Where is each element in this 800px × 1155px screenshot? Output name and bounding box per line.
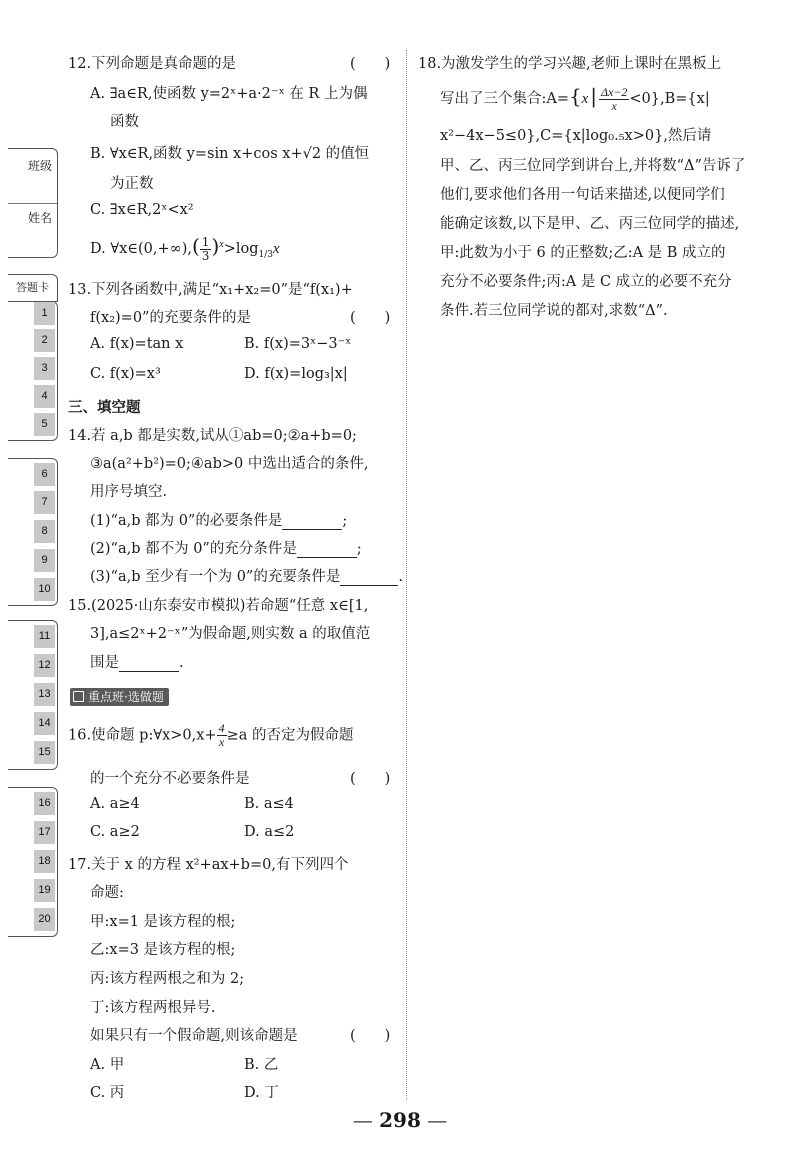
q18-line7: 甲:此数为小于 6 的正整数;乙:A 是 B 成立的: [440, 245, 726, 261]
q14-blank-3[interactable]: [340, 569, 398, 586]
q12-option-c: C. ∃x∈R,2ˣ<x²: [90, 202, 194, 218]
q14-part1: [90, 509, 347, 530]
q12-stem: 12.下列命题是真命题的是: [68, 56, 237, 72]
section-advanced-badge: [70, 688, 169, 706]
q14-part2: [90, 537, 362, 558]
answer-cell: 20: [34, 908, 55, 932]
q12-d-log-base: 1/3: [258, 249, 273, 260]
answer-cell: 14: [34, 712, 55, 736]
answer-cell: 12: [34, 654, 55, 678]
q18-line2-pre: 写出了三个集合:A=: [440, 91, 570, 107]
q15-blank[interactable]: [119, 655, 179, 672]
q17-option-a: A. 甲: [90, 1057, 125, 1073]
q18-set-a-fraction: [599, 86, 629, 113]
q15-stem-line2: 3],a≤2ˣ+2⁻ˣ”为假命题,则实数 a 的取值范: [90, 626, 371, 642]
q15-stem-line3: [90, 651, 184, 672]
q17-stem-line2: 命题:: [90, 885, 124, 901]
info-divider: [8, 203, 57, 204]
q17-answer-paren: ( ): [350, 1028, 391, 1044]
badge-box-icon: [73, 691, 84, 702]
answer-card-tab: 答题卡: [8, 274, 58, 302]
q17-statement-2: 乙:x=3 是该方程的根;: [90, 942, 236, 958]
answer-cell: 7: [34, 491, 55, 515]
answer-cell: 5: [34, 413, 55, 437]
q12-option-d: D. ∀x∈(0,+∞),( $\frac{1}{3}$ )$^x>\log_{1/3}x$: [90, 234, 280, 263]
q13-option-a: A. f(x)=tan x: [90, 336, 184, 352]
q16-option-c: C. a≥2: [90, 824, 140, 840]
answer-cell: 16: [34, 792, 55, 816]
q14-stem-line3: 用序号填空.: [90, 484, 168, 500]
q18-line6: 能确定该数,以下是甲、乙、丙三位同学的描述,: [440, 216, 740, 232]
q17-option-d: D. 丁: [244, 1085, 279, 1101]
q17-statement-1: 甲:x=1 是该方程的根;: [90, 914, 236, 930]
q16-frac-num: 4: [218, 721, 225, 735]
q14-part3-text: (3)“a,b 至少有一个为 0”的充要条件是: [90, 569, 341, 585]
q16-option-a: A. a≥4: [90, 796, 140, 812]
q16-post: ≥a 的否定为假命题: [226, 727, 354, 744]
q16-option-d: D. a≤2: [244, 824, 295, 840]
q18-set-a-den: x: [611, 98, 617, 113]
q16-answer-paren: ( ): [350, 771, 391, 787]
q16-pre: 16.使命题 p:∀x>0,x+: [68, 727, 217, 744]
answer-cell: 4: [34, 385, 55, 409]
q13-stem-line2: f(x₂)=0”的充要条件的是: [90, 310, 251, 326]
q18-line9: 条件.若三位同学说的都对,求数“Δ”.: [440, 303, 668, 319]
q12-d-prefix: D. ∀x∈(0,+∞),: [90, 241, 192, 257]
q12-option-b-cont: 为正数: [110, 176, 154, 192]
q17-statement-4: 丁:该方程两根异号.: [90, 1000, 216, 1016]
page-number: — 298 —: [352, 1108, 448, 1132]
class-label: 班级: [28, 159, 53, 173]
q14-part1-end: ;: [342, 513, 348, 529]
q13-stem-line1: 13.下列各函数中,满足“x₁+x₂=0”是“f(x₁)+: [68, 282, 353, 298]
q12-option-a-cont: 函数: [110, 114, 139, 130]
q18-line5: 他们,要求他们各用一句话来描述,以便同学们: [440, 187, 725, 203]
answer-cell: 6: [34, 463, 55, 487]
q18-line8: 充分不必要条件;丙:A 是 C 成立的必要不充分: [440, 274, 732, 290]
q16-stem-line2: 的一个充分不必要条件是: [90, 771, 250, 787]
q14-blank-2[interactable]: [297, 541, 357, 558]
q18-line2: 写出了三个集合:A={x | $\frac{\Delta x-2}{x}$ <0},B={x|: [440, 84, 710, 113]
q17-ask: 如果只有一个假命题,则该命题是: [90, 1028, 298, 1044]
q12-answer-paren: ( ): [350, 56, 391, 72]
q13-option-c: C. f(x)=x³: [90, 366, 161, 382]
q14-stem-line2: ③a(a²+b²)=0;④ab>0 中选出适合的条件,: [90, 456, 369, 472]
answer-cell: 2: [34, 329, 55, 353]
q14-part3: [90, 565, 403, 586]
q15-line3-text: 围是: [90, 655, 119, 671]
q13-answer-paren: ( ): [350, 310, 391, 326]
q14-part2-end: ;: [356, 541, 362, 557]
answer-cell: 1: [34, 302, 55, 326]
q16-fraction: [217, 722, 227, 749]
answer-cell: 3: [34, 357, 55, 381]
q16-frac-den: x: [218, 735, 225, 749]
name-label: 姓名: [28, 211, 53, 225]
answer-cell: 18: [34, 850, 55, 874]
q17-option-c: C. 丙: [90, 1085, 125, 1101]
q16-stem-line1: [68, 722, 353, 749]
answer-cell: 10: [34, 578, 55, 602]
q14-part3-end: .: [398, 569, 403, 585]
q18-line3: x²−4x−5≤0},C={x|log₀.₅x>0},然后请: [440, 128, 712, 144]
q17-statement-3: 丙:该方程两根之和为 2;: [90, 971, 245, 987]
answer-cell: 15: [34, 741, 55, 765]
q18-set-a-num: Δx−2: [600, 84, 628, 99]
section-fill-blank-heading: 三、填空题: [68, 399, 141, 416]
student-info-box: [8, 148, 58, 258]
q15-stem-line1: 15.(2025·山东泰安市模拟)若命题“任意 x∈[1,: [68, 598, 369, 614]
answer-cell: 19: [34, 879, 55, 903]
q15-line3-end: .: [179, 655, 184, 671]
q12-d-fraction: $\frac{1}{3}$: [201, 234, 210, 263]
answer-cell: 9: [34, 549, 55, 573]
column-divider: [406, 50, 407, 1100]
answer-cell: 13: [34, 683, 55, 707]
q12-d-end: x: [273, 241, 280, 257]
q12-option-a: A. ∃a∈R,使函数 y=2ˣ+a·2⁻ˣ 在 R 上为偶: [90, 86, 368, 102]
answer-cell: 11: [34, 625, 55, 649]
q17-stem-line1: 17.关于 x 的方程 x²+ax+b=0,有下列四个: [68, 857, 349, 873]
q16-option-b: B. a≤4: [244, 796, 294, 812]
q18-line2-post: <0},B={x|: [629, 91, 710, 107]
q13-option-d: D. f(x)=log₃|x|: [244, 366, 348, 382]
q18-line1: 18.为激发学生的学习兴趣,老师上课时在黑板上: [418, 56, 722, 72]
q13-option-b: B. f(x)=3ˣ−3⁻ˣ: [244, 336, 352, 352]
q17-option-b: B. 乙: [244, 1057, 279, 1073]
q12-option-b: B. ∀x∈R,函数 y=sin x+cos x+√2 的值恒: [90, 146, 370, 162]
q14-part2-text: (2)“a,b 都不为 0”的充分条件是: [90, 541, 297, 557]
answer-cell: 8: [34, 520, 55, 544]
q18-line4: 甲、乙、丙三位同学到讲台上,并将数“Δ”告诉了: [440, 158, 746, 174]
page-number-value: 298: [379, 1108, 421, 1132]
q14-blank-1[interactable]: [282, 513, 342, 530]
answer-cell: 17: [34, 821, 55, 845]
section-advanced-label: 重点班·选做题: [88, 690, 164, 704]
q12-d-gt-log: >log: [223, 241, 259, 257]
q14-part1-text: (1)“a,b 都为 0”的必要条件是: [90, 513, 283, 529]
q14-stem-line1: 14.若 a,b 都是实数,试从①ab=0;②a+b=0;: [68, 428, 357, 444]
